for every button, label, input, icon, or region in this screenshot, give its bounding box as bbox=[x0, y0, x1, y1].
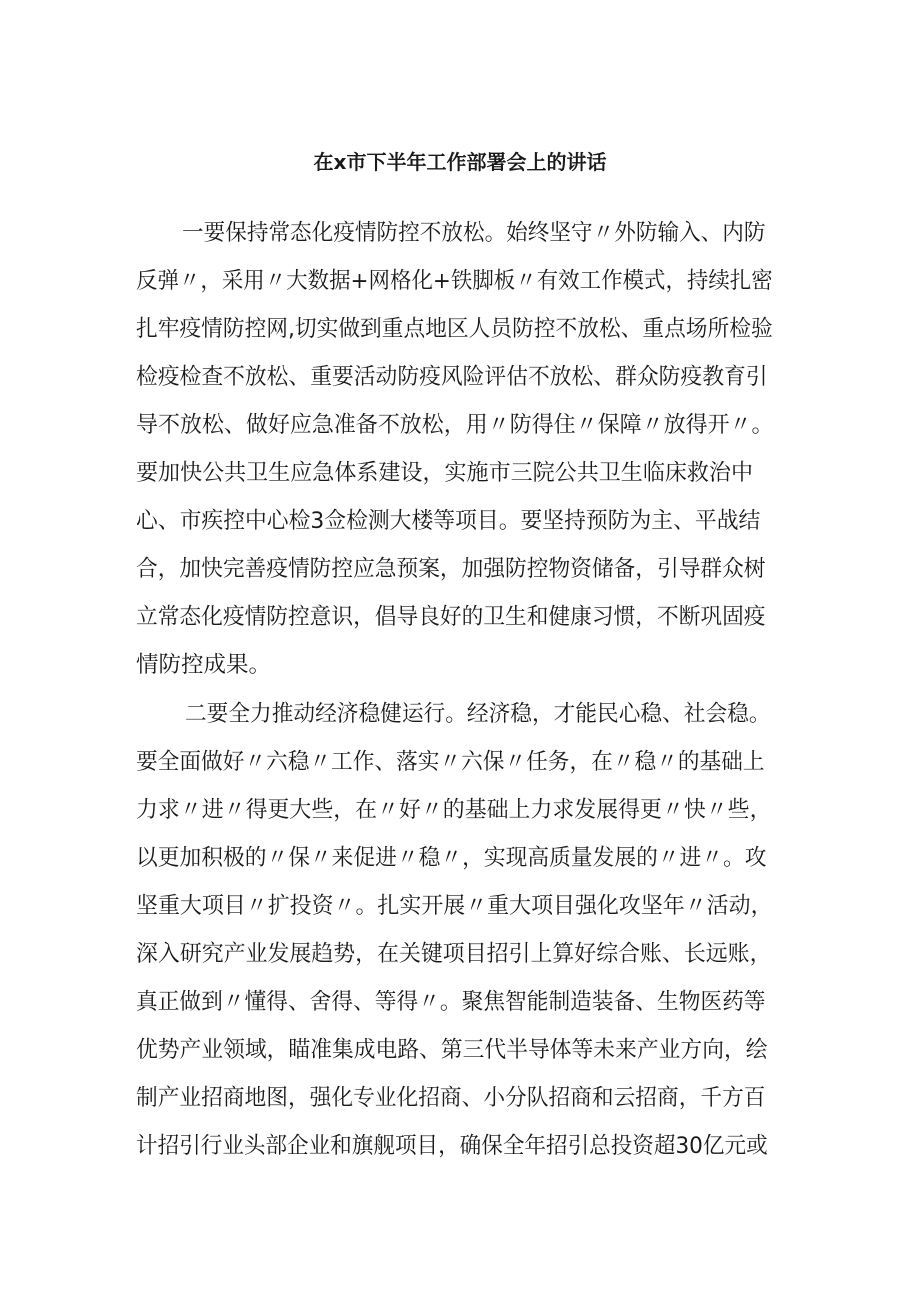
text-line: 优势产业领域，瞄准集成电路、第三代半导体等未来产业方向，绘 bbox=[136, 1037, 768, 1063]
text-line: 合，加快完善疫情防控应急预案，加强防控物资储备，引导群众树 bbox=[136, 556, 766, 582]
text-line: 扎牢疫情防控网,切实做到重点地区人员防控不放松、重点场所检验 bbox=[136, 316, 773, 342]
text-line: 一要保持常态化疫情防控不放松。始终坚守〃外防输入、内防 bbox=[182, 220, 766, 246]
document-title: 在x市下半年工作部署会上的讲话 bbox=[313, 150, 607, 174]
text-line: 深入研究产业发展趋势，在关键项目招引上算好综合账、长远账， bbox=[136, 941, 772, 967]
text-line: 制产业招商地图，强化专业化招商、小分队招商和云招商，千方百 bbox=[136, 1085, 766, 1111]
text-line: 计招引行业头部企业和旗舰项目，确保全年招引总投资超30亿元或 bbox=[136, 1133, 768, 1159]
text-line: 坚重大项目〃扩投资〃。扎实开展〃重大项目强化攻坚年〃活动， bbox=[136, 893, 773, 919]
text-line: 真正做到〃懂得、舍得、等得〃。聚焦智能制造装备、生物医药等 bbox=[136, 989, 766, 1015]
text-line: 反弹〃，采用〃大数据+网格化+铁脚板〃有效工作模式，持续扎密 bbox=[136, 268, 773, 294]
text-line: 以更加积极的〃保〃来促进〃稳〃，实现高质量发展的〃进〃。攻 bbox=[136, 845, 767, 871]
text-line: 情防控成果。 bbox=[136, 652, 272, 678]
text-line: 二要全力推动经济稳健运行。经济稳，才能民心稳、社会稳。 bbox=[185, 701, 771, 727]
text-line: 要加快公共卫生应急体系建设，实施市三院公共卫生临床救治中 bbox=[136, 460, 754, 486]
text-line: 立常态化疫情防控意识，倡导良好的卫生和健康习惯，不断巩固疫 bbox=[136, 604, 766, 630]
text-line: 检疫检查不放松、重要活动防疫风险评估不放松、群众防疫教育引 bbox=[136, 364, 768, 390]
text-line: 心、市疾控中心检3佥检测大楼等项目。要坚持预防为主、平战结 bbox=[136, 508, 761, 534]
text-line: 力求〃进〃得更大些，在〃好〃的基础上力求发展得更〃快〃些， bbox=[136, 797, 772, 823]
text-line: 导不放松、做好应急准备不放松，用〃防得住〃保障〃放得开〃。 bbox=[136, 412, 774, 438]
text-line: 要全面做好〃六稳〃工作、落实〃六保〃任务，在〃稳〃的基础上 bbox=[136, 749, 765, 775]
